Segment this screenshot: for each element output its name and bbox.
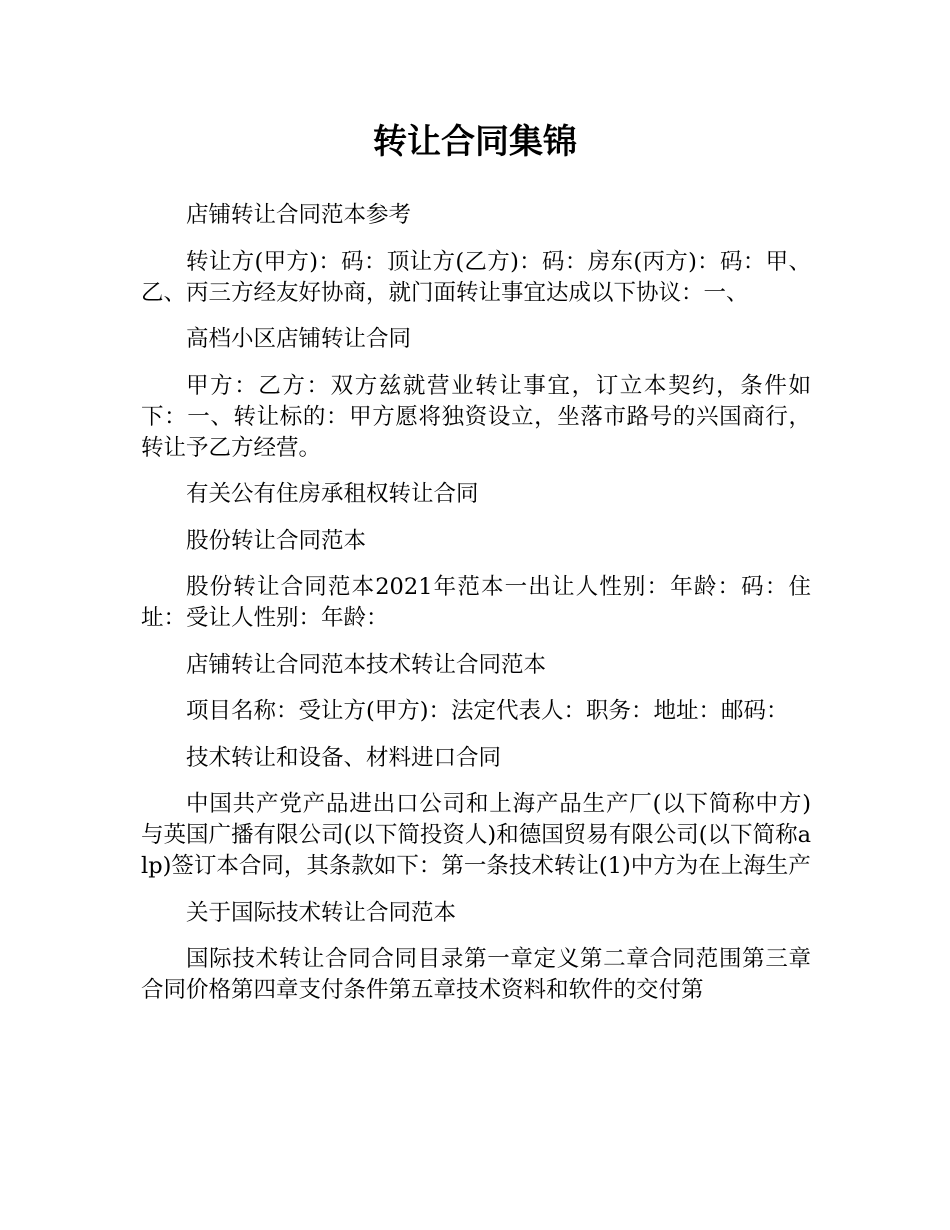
paragraph: 技术转让和设备、材料进口合同 [186,744,502,771]
paragraph: 关于国际技术转让合同范本 [186,899,457,926]
paragraph: 店铺转让合同范本参考 [186,202,412,228]
document-title: 转让合同集锦 [373,122,577,162]
paragraph: 国际技术转让合同合同目录第一章定义第二章合同范围第三章合同价格第四章支付条件第五章技术资料和软件的交付第 [141,946,811,1003]
paragraph: 甲方：乙方：双方兹就营业转让事宜，订立本契约，条件如下：一、转让标的：甲方愿将独资设立，坐落市路号的兴国商行，转让予乙方经营。 [141,372,811,461]
paragraph: 股份转让合同范本2021年范本一出让人性别：年龄：码：住址：受让人性别：年龄： [141,574,811,631]
paragraph: 有关公有住房承租权转让合同 [186,481,479,507]
paragraph: 转让方(甲方)：码：顶让方(乙方)：码：房东(丙方)：码：甲、乙、丙三方经友好协商，就门面转让事宜达成以下协议：一、 [141,248,811,306]
paragraph: 项目名称：受让方(甲方)：法定代表人：职务：地址：邮码： [186,698,789,724]
paragraph: 中国共产党产品进出口公司和上海产品生产厂(以下简称中方)与英国广播有限公司(以下简投资人)和德国贸易有限公司(以下简称alp)签订本合同，其条款如下：第一条技术转让(1)中方为在上海生产 [141,791,811,879]
document-body [141,200,811,1022]
paragraph: 股份转让合同范本 [186,527,367,554]
paragraph: 高档小区店铺转让合同 [186,326,412,352]
paragraph: 店铺转让合同范本技术转让合同范本 [186,651,547,678]
